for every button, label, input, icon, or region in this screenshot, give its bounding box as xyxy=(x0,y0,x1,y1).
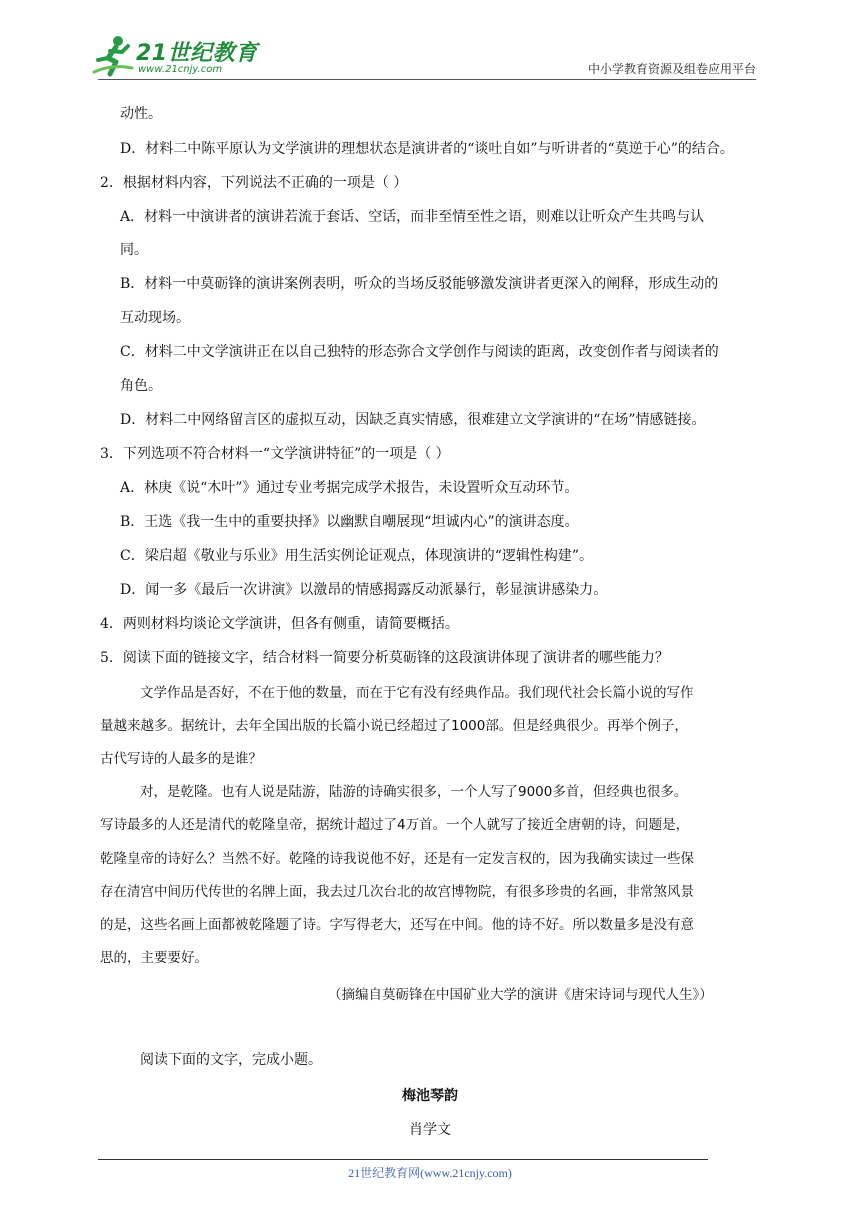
passage-line: 乾隆皇帝的诗好么？当然不好。乾隆的诗我说他不好，还是有一定发言权的，因为我确实读过一些保 xyxy=(100,851,694,867)
question-3: 3．下列选项不符合材料一“文学演讲特征”的一项是（ ） xyxy=(100,446,450,462)
passage-line: 古代写诗的人最多的是谁？ xyxy=(100,751,262,767)
page-header xyxy=(0,0,860,90)
header-divider xyxy=(98,79,756,80)
site-logo xyxy=(92,34,262,80)
option-a: A．林庚《说“木叶”》通过专业考据完成学术报告，未设置听众互动环节。 xyxy=(120,480,579,496)
passage-source: （摘编自莫砺锋在中国矿业大学的演讲《唐宋诗词与现代人生》） xyxy=(328,987,713,1003)
question-2: 2．根据材料内容，下列说法不正确的一项是（ ） xyxy=(100,175,408,191)
logo-url: www.21cnjy.com xyxy=(138,64,223,75)
passage-line: 的是，这些名画上面都被乾隆题了诗。字写得老大，还写在中间。他的诗不好。所以数量多是没有意 xyxy=(100,917,694,933)
passage-line: 文学作品是否好，不在于他的数量，而在于它有没有经典作品。我们现代社会长篇小说的写作 xyxy=(140,685,694,701)
platform-name: 中小学教育资源及组卷应用平台 xyxy=(587,62,756,76)
passage-author: 肖学文 xyxy=(409,1122,451,1138)
text-line: 互动现场。 xyxy=(120,310,190,326)
text-line: 角色。 xyxy=(120,378,162,394)
option-b: B．材料一中莫砺锋的演讲案例表明，听众的当场反驳能够激发演讲者更深入的阐释，形成生动的 xyxy=(120,276,719,292)
passage-line: 写诗最多的人还是清代的乾隆皇帝，据统计超过了4万首。一个人就写了接近全唐朝的诗，问题是， xyxy=(100,817,690,833)
option-b: B．王选《我一生中的重要抉择》以幽默自嘲展现“坦诚内心”的演讲态度。 xyxy=(120,514,579,530)
question-5: 5．阅读下面的链接文字，结合材料一简要分析莫砺锋的这段演讲体现了演讲者的哪些能力？ xyxy=(100,650,669,666)
text-line: 动性。 xyxy=(120,106,162,122)
option-c: C．梁启超《敬业与乐业》用生活实例论证观点，体现演讲的“逻辑性构建”。 xyxy=(120,548,594,564)
runner-logo-icon xyxy=(92,34,136,78)
text-line: 同。 xyxy=(120,242,148,258)
passage-line: 对，是乾隆。也有人说是陆游，陆游的诗确实很多，一个人写了9000多首，但经典也很多。 xyxy=(140,784,688,800)
reading-instruction: 阅读下面的文字，完成小题。 xyxy=(140,1052,322,1068)
passage-title: 梅池琴韵 xyxy=(402,1088,458,1104)
passage-line: 存在清宫中间历代传世的名牌上面，我去过几次台北的故宫博物院，有很多珍贵的名画，非常煞风景 xyxy=(100,884,694,900)
option-c: C．材料二中文学演讲正在以自己独特的形态弥合文学创作与阅读的距离，改变创作者与阅读者的 xyxy=(120,344,719,360)
option-d: D．闻一多《最后一次讲演》以激昂的情感揭露反动派暴行，彰显演讲感染力。 xyxy=(120,582,608,598)
logo-text: 21世纪教育 xyxy=(136,41,258,66)
footer-divider xyxy=(98,1159,708,1160)
question-4: 4．两则材料均谈论文学演讲，但各有侧重，请简要概括。 xyxy=(100,616,459,632)
passage-line: 思的，主要要好。 xyxy=(100,950,208,966)
option-a: A．材料一中演讲者的演讲若流于套话、空话，而非至情至性之语，则难以让听众产生共鸣与认 xyxy=(120,209,705,225)
passage-line: 量越来越多。据统计，去年全国出版的长篇小说已经超过了1000部。但是经典很少。再举个例子， xyxy=(100,718,688,734)
option-d: D．材料二中陈平原认为文学演讲的理想状态是演讲者的“谈吐自如”与听讲者的“莫逆于心”的结合。 xyxy=(120,141,734,157)
page-footer: 21世纪教育网(www.21cnjy.com) xyxy=(348,1166,512,1180)
option-d: D．材料二中网络留言区的虚拟互动，因缺乏真实情感，很难建立文学演讲的“在场”情感链接。 xyxy=(120,412,706,428)
